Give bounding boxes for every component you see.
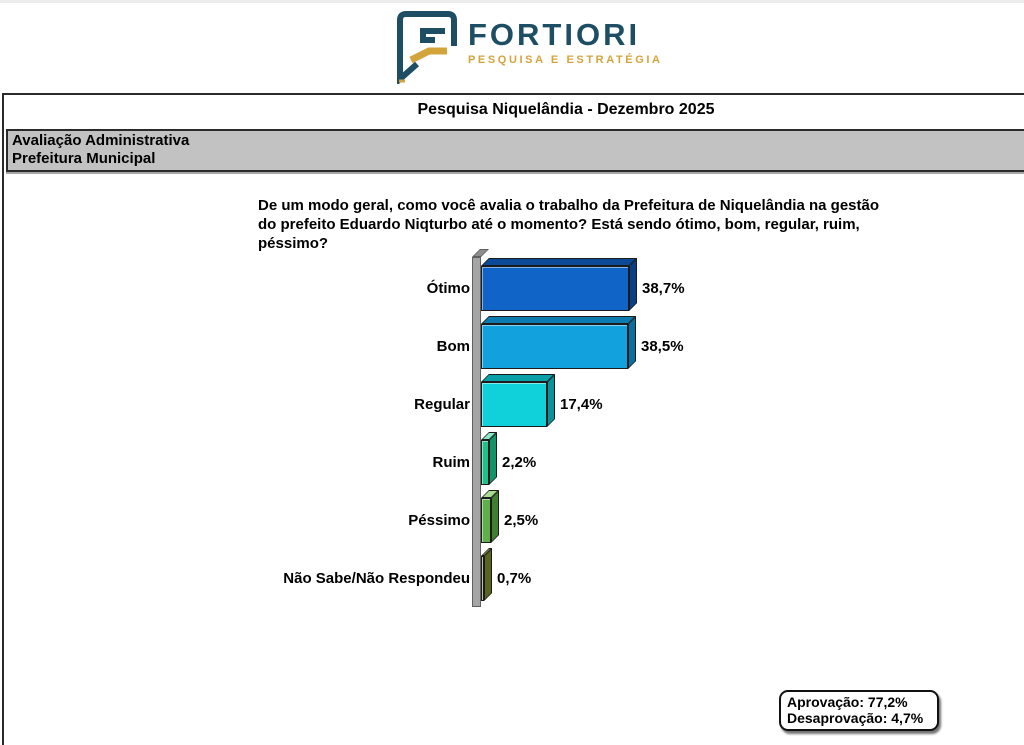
- value-label: 17,4%: [560, 396, 603, 413]
- axis-wall-cap: [472, 249, 489, 257]
- approval-summary-box: [779, 690, 939, 731]
- category-label: Bom: [436, 338, 470, 355]
- report-title: Pesquisa Niquelândia - Dezembro 2025: [417, 101, 715, 118]
- category-label: Regular: [414, 396, 470, 413]
- bar-front-face: [481, 324, 628, 369]
- bar-front-face: [481, 498, 491, 543]
- disapproval-value: Desaprovação: 4,7%: [787, 710, 924, 726]
- question-line: péssimo?: [258, 235, 329, 252]
- bar-side-face: [629, 258, 637, 311]
- bar-side-face: [491, 490, 499, 543]
- value-label: 38,7%: [642, 280, 685, 297]
- report-frame: [2, 93, 1024, 745]
- logo-wordmark: FORTIORI: [468, 17, 641, 52]
- bar-top-face: [481, 374, 555, 382]
- category-label: Ruim: [432, 454, 470, 471]
- bar-front-face: [481, 556, 484, 601]
- bar-side-face: [489, 432, 497, 485]
- category-label: Não Sabe/Não Respondeu: [283, 570, 470, 587]
- axis-wall: [472, 257, 481, 607]
- value-label: 38,5%: [641, 338, 684, 355]
- section-title-line2: Prefeitura Municipal: [12, 150, 156, 167]
- bar-side-face: [547, 374, 555, 427]
- bar: [481, 382, 547, 427]
- fortiori-speech-bubble-icon: [394, 10, 460, 84]
- bar: [481, 556, 484, 601]
- approval-value: Aprovação: 77,2%: [787, 694, 908, 710]
- bar: [481, 324, 628, 369]
- bar: [481, 498, 491, 543]
- logo: [394, 8, 674, 88]
- bar: [481, 266, 629, 311]
- bar-front-face: [481, 440, 489, 485]
- bar-top-face: [481, 316, 636, 324]
- category-label: Péssimo: [408, 512, 470, 529]
- bar-side-face: [484, 548, 492, 601]
- bar-front-face: [481, 382, 547, 427]
- bar: [481, 440, 489, 485]
- value-label: 0,7%: [497, 570, 532, 587]
- logo-tagline: PESQUISA E ESTRATÉGIA: [468, 54, 663, 66]
- bar-chart: [4, 95, 1024, 655]
- section-title-line1: Avaliação Administrativa: [12, 132, 190, 149]
- value-label: 2,5%: [504, 512, 539, 529]
- logo-text: [468, 18, 678, 67]
- bar-front-face: [481, 266, 629, 311]
- question-line: do prefeito Eduardo Niqturbo até o momento? Está sendo ótimo, bom, regular, ruim,: [258, 216, 860, 233]
- bar-side-face: [628, 316, 636, 369]
- question-line: De um modo geral, como você avalia o trabalho da Prefeitura de Niquelândia na gestão: [258, 197, 879, 214]
- category-label: Ótimo: [426, 280, 470, 297]
- value-label: 2,2%: [502, 454, 537, 471]
- top-strip: [0, 0, 1024, 3]
- bar-top-face: [481, 258, 637, 266]
